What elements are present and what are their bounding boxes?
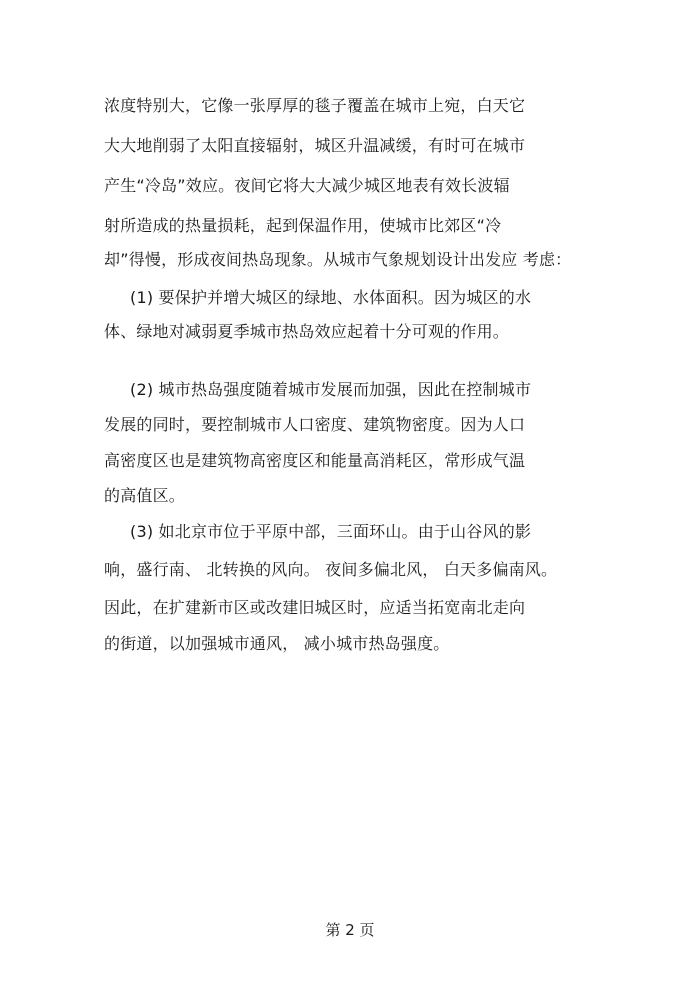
paragraph-line-4: 射所造成的热量损耗，起到保温作用，使城市比郊区“冷: [104, 216, 502, 235]
item-3-line-4: 的街道，以加强城市通风， 减小城市热岛强度。: [104, 634, 450, 653]
item-2-line-3: 高密度区也是建筑物高密度区和能量高消耗区，常形成气温: [104, 451, 526, 470]
item-2-line-2: 发展的同时，要控制城市人口密度、建筑物密度。因为人口: [104, 415, 526, 434]
paragraph-line-2: 大大地削弱了太阳直接辐射，城区升温减缓，有时可在城市: [104, 136, 526, 155]
paragraph-line-3: 产生“冷岛”效应。夜间它将大大减少城区地表有效长波辐: [104, 176, 510, 195]
paragraph-line-1: 浓度特别大，它像一张厚厚的毯子覆盖在城市上宛，白天它: [104, 96, 526, 115]
page-number: 第 2 页: [325, 921, 375, 939]
item-1-line-1: (1) 要保护并增大城区的绿地、水体面积。因为城区的水: [130, 288, 532, 307]
item-1-line-2: 体、绿地对减弱夏季城市热岛效应起着十分可观的作用。: [104, 322, 510, 341]
item-3-line-1: (3) 如北京市位于平原中部，三面环山。由于山谷风的影: [130, 522, 532, 541]
paragraph-line-5: 却”得慢，形成夜间热岛现象。从城市气象规划设计出发应 考虑：: [104, 250, 572, 269]
item-3-line-2: 响，盛行南、 北转换的风向。 夜间多偏北风， 白天多偏南风。: [104, 560, 558, 579]
item-2-line-1: (2) 城市热岛强度随着城市发展而加强，因此在控制城市: [130, 380, 532, 399]
item-3-line-3: 因此，在扩建新市区或改建旧城区时，应适当拓宽南北走向: [104, 598, 526, 617]
item-2-line-4: 的高值区。: [104, 486, 186, 505]
